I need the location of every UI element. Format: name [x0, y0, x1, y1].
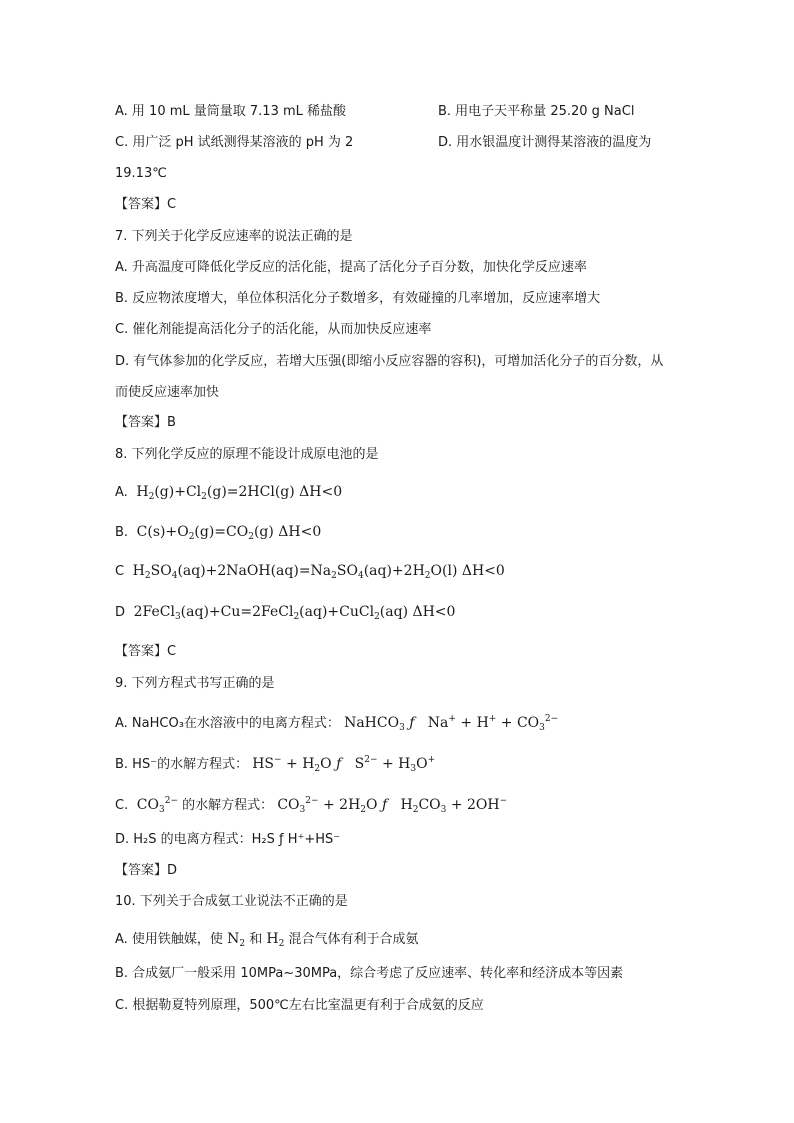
q8-option-c-label: C — [115, 564, 125, 579]
q8-option-a-equation: $H_2(g)+Cl_2(g)=2HCl(g)$ ΔH<0 — [131, 484, 343, 502]
q10-option-c: C. 根据勒夏特列原理，500℃左右比室温更有利于合成氨的反应 — [115, 998, 484, 1013]
q10-option-a-h2: $H_2$ — [266, 931, 285, 949]
q9-option-a-equation: NaHCO$_3$ ƒ $Na^+ + H^+ + CO_3^{2-}$ — [344, 714, 559, 733]
q6-option-a: A. 用 10 mL 量筒量取 7.13 mL 稀盐酸 — [115, 104, 347, 119]
q10-option-a-and: 和 — [249, 932, 263, 947]
q9-option-a-label: A. NaHCO₃在水溶液中的电离方程式： — [115, 716, 340, 731]
q10-option-b: B. 合成氨厂一般采用 10MPa~30MPa，综合考虑了反应速率、转化率和经济成本等因素 — [115, 966, 624, 981]
q7-answer: 【答案】B — [115, 415, 176, 430]
q8-option-a — [115, 482, 342, 507]
q10-stem: 10. 下列关于合成氨工业说法不正确的是 — [115, 894, 348, 909]
q8-stem: 8. 下列化学反应的原理不能设计成原电池的是 — [115, 447, 379, 462]
q9-option-c-label: C. — [115, 798, 129, 813]
q6-option-d: D. 用水银温度计测得某溶液的温度为 — [438, 135, 652, 150]
q9-option-b-label: B. HS⁻的水解方程式： — [115, 757, 249, 772]
q10-option-a — [115, 929, 418, 954]
q9-stem: 9. 下列方程式书写正确的是 — [115, 676, 275, 691]
q7-stem: 7. 下列关于化学反应速率的说法正确的是 — [115, 229, 353, 244]
q9-option-c-mid: 的水解方程式： — [182, 798, 274, 813]
q9-option-b — [115, 750, 435, 779]
q8-answer: 【答案】C — [115, 644, 177, 659]
q8-option-b-equation: $C(s)+O_2(g)=CO_2(g)$ ΔH<0 — [132, 524, 322, 542]
q6-answer: 【答案】C — [115, 197, 177, 212]
q6-option-b: B. 用电子天平称量 25.20 g NaCl — [438, 104, 635, 119]
q8-option-c — [115, 561, 505, 586]
q8-option-d — [115, 602, 455, 627]
q8-option-b-label: B. — [115, 525, 129, 540]
q8-option-d-label: D — [115, 605, 126, 620]
q10-option-a-pre: A. 使用铁触媒，使 — [115, 932, 223, 947]
q9-answer: 【答案】D — [115, 863, 178, 878]
q8-option-c-equation: $H_2SO_4(aq)+2NaOH(aq)=Na_2SO_4(aq)+2H_2O(l)$ ΔH<0 — [128, 563, 505, 581]
q6-option-d-continuation: 19.13℃ — [115, 166, 167, 181]
q8-option-b — [115, 522, 321, 547]
q9-option-b-equation: $HS^- + H_2O$ ƒ $S^{2-} + H_3O^+$ — [252, 755, 436, 774]
q10-option-a-n2: $N_2$ — [227, 931, 246, 949]
q10-option-a-post: 混合气体有利于合成氨 — [288, 932, 419, 947]
q7-option-d-continuation: 而使反应速率加快 — [115, 385, 220, 400]
q9-option-a — [115, 709, 558, 738]
q7-option-b: B. 反应物浓度增大，单位体积活化分子数增多，有效碰撞的几率增加，反应速率增大 — [115, 291, 601, 306]
q9-option-c — [115, 791, 507, 820]
q7-option-c: C. 催化剂能提高活化分子的活化能，从而加快反应速率 — [115, 322, 432, 337]
q9-option-c-equation: $CO_3^{2-} + 2H_2O$ ƒ $H_2CO_3 + 2OH^-$ — [277, 796, 508, 815]
q7-option-d: D. 有气体参加的化学反应，若增大压强(即缩小反应容器的容积)，可增加活化分子的百分数，从 — [115, 354, 664, 369]
q8-option-a-label: A. — [115, 485, 128, 500]
q6-option-c: C. 用广泛 pH 试纸测得某溶液的 pH 为 2 — [115, 135, 354, 150]
q9-option-d: D. H₂S 的电离方程式：H₂S ƒ H⁺+HS⁻ — [115, 832, 341, 847]
q9-option-c-ion: $CO_3^{2-}$ — [132, 796, 179, 815]
q8-option-d-equation: 2FeCl$_3$(aq)+Cu=2FeCl$_2$(aq)+CuCl$_2$(aq) ΔH<0 — [129, 604, 456, 622]
q7-option-a: A. 升高温度可降低化学反应的活化能，提高了活化分子百分数，加快化学反应速率 — [115, 260, 587, 275]
